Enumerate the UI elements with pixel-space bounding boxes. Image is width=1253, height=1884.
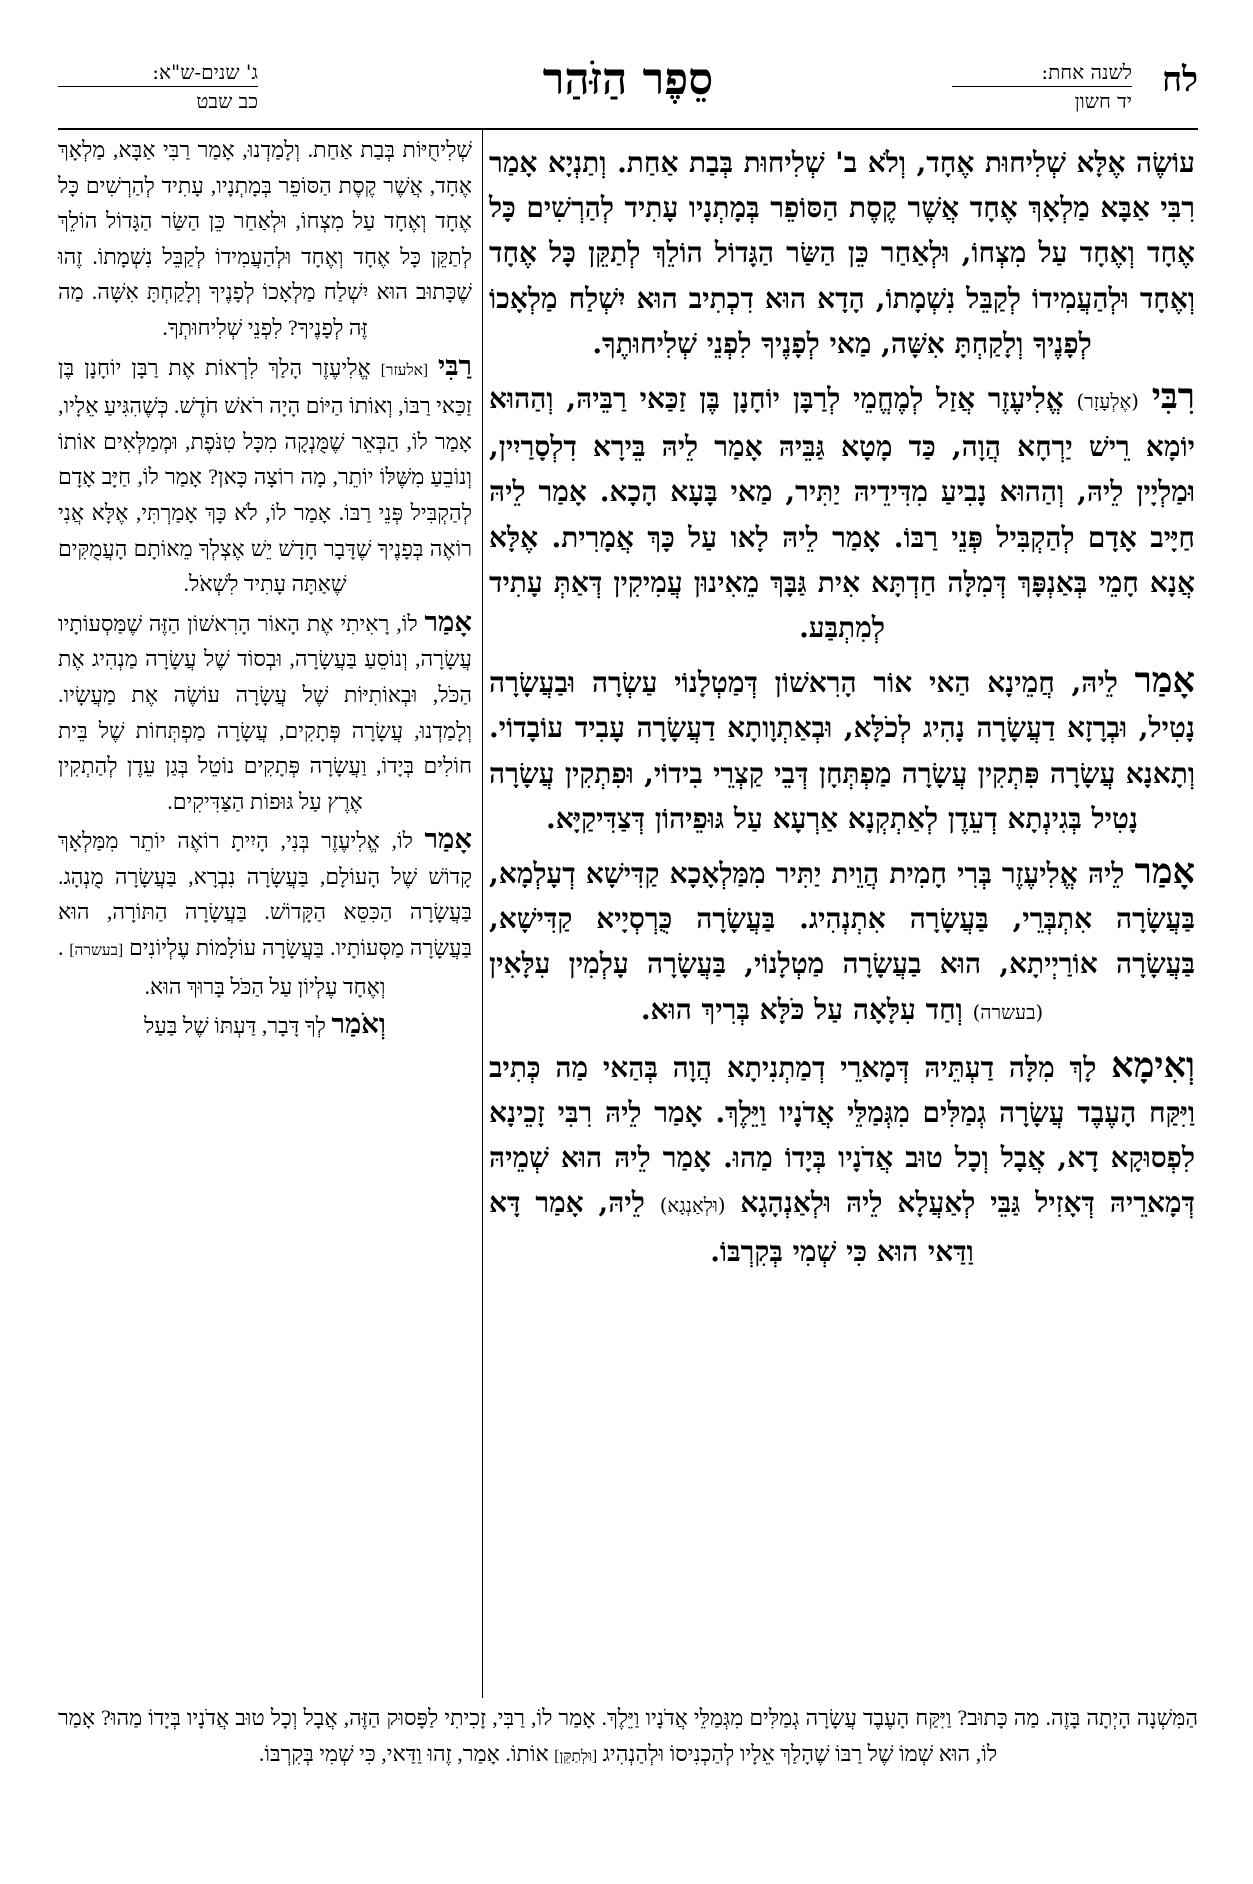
paragraph-text: לֵיהּ אֱלִיעֶזֶר בְּרִי חָמִית הֲוֵית יַתִּיר מִמַּלְאָכָא קַדִּישָׁא דְעָלְמָא, בַּעֲשָׂרָה אִתְבְּרֵי, בַּעֲשָׂרָה אִתְנְהִיג. בַּעֲשָׂרָה כֻּרְסְיָיא קַדִּישָׁא, בַּעֲשָׂרָה אוֹרַיְיתָא, הוּא בַעֲשָׂרָה מַטְלָנוֹי, בַּעֲשָׂרָה עָלְמִין עִלָּאִין: [489, 857, 1195, 981]
paragraph-text: אֱלִיעֶזֶר אֲזַל לְמֶחֱמֵי לְרַבָּן יוֹחָנָן בֶּן זַכַּאי רַבֵּיהּ, וְהַהוּא יוֹמָא רֵישׁ יַרְחָא הֲוָה, כַּד מָטָא גַּבֵּיהּ אָמַר לֵיהּ בֵּירָא דִלְסָרַיִין, וּמַלְיָין לֵיהּ, וְהַהוּא נָבִיעַ מִדִּידֵיהּ יַתִּיר, מַאי בָּעָא הָכָא. אָמַר לֵיהּ חַיָּיב אָדָם לְהַקְבִּיל פְּנֵי רַבּוֹ. אָמַר לֵיהּ לָאו עַל כָּךְ אֲמָרִית. אֶלָּא אֲנָא חָמֵי בְּאַנְפָּךְ דְּמִלָּה חַדְתָּא אִית גַּבָּךְ מֵאִינוּן עֲמִיקִין דְּאַתְּ עָתִיד לְמִתְבַּע.: [489, 382, 1195, 645]
aramaic-column: [489, 140, 1195, 1282]
paragraph-lead-word: וְאִימָא: [1111, 1044, 1195, 1086]
variant-note: (וּלְאַנְגָא): [659, 1194, 726, 1218]
paragraph-lead-word: רַבִּי: [438, 349, 472, 381]
aramaic-paragraph: [489, 658, 1195, 841]
translation-paragraph: [58, 132, 472, 346]
page-number: לח: [1161, 60, 1198, 100]
variant-note: (בעשרה): [972, 1000, 1044, 1024]
schedule-one-year-label: לשנה אחת:: [1041, 60, 1132, 84]
translation-paragraph: [58, 1006, 472, 1044]
schedule-three-years-label: ג' שנים-ש"א:: [152, 60, 258, 84]
paragraph-text: לָךְ מִלָּה דַעְתֵּיהּ דְּמָארֵי דְמַתְנִיתָא הֲוָה בְּהַאי מַה כְּתִיב וַיִּקַּח הָעֶבֶד עֲשָׂרָה גְמַלִּים מִגְּמַלֵּי אֲדֹנָיו וַיֵּלֶךְ. אָמַר לֵיהּ רִבִּי זָכֵינָא לִפְסוּקָא דָא, אֲבָל וְכָל טוּב אֲדֹנָיו בְּיָדוֹ מַהוּ. אָמַר לֵיהּ הוּא שְׁמֵיהּ דְּמָארֵיהּ דְּאָזִיל גַּבֵּי לְאַעֲלָא לֵיהּ וּלְאַנְהָגָא: [489, 1050, 1195, 1220]
paragraph-text-continued: לֵיהּ, אָמַר דָּא וַדַּאי הוּא כִּי שְׁמִי בְּקִרְבּוֹ.: [489, 1186, 974, 1268]
paragraph-text: לֵיהּ, חֲמֵינָא הַאי אוֹר הָרִאשׁוֹן דְּמַטְלָנוֹי עַשְׂרָה וּבַעֲשָׂרָה נָטִיל, וּבְרָזָא דַעֲשָׂרָה נָהִיג לְכֹלָּא, וּבְאַתְוָותָא דַעֲשָׂרָה עָבִיד עוֹבָדוֹי. וְתָאנָא עֲשָׂרָה פִּתְקִין עֲשָׂרָה מַפְתְּחָן דְּבֵי קַצְרֵי בִידוֹי, וּפִתְקִין עֲשָׂרָה נָטִיל בְּגִינְתָא דְעֵדֶן לְאַתְקְנָא אַרְעָא עַל גּוּפֵיהוֹן דְּצַדִּיקַיָּא.: [489, 666, 1195, 835]
paragraph-lead-word: אָמַר: [424, 823, 472, 855]
footer-text: הַמִּשְׁנָה הָיְתָה בָּזֶה. מַה כָּתוּב? וַיִּקַּח הָעֶבֶד עֲשָׂרָה גְמַלִּים מִגְּמַלֵּי אֲדֹנָיו וַיֵּלֶךְ. אָמַר לוֹ, רַבִּי, זָכִיתִי לַפָּסוּק הַזֶּה, אֲבָל וְכָל טוּב אֲדֹנָיו בְּיָדוֹ מַהוּ? אָמַר לוֹ, הוּא שְׁמוֹ שֶׁל רַבּוֹ שֶׁהָלַךְ אֵלָיו לְהַכְנִיסוֹ וּלְהַנְהִיג: [58, 1705, 1198, 1766]
footer-text-continued: אוֹתוֹ. אָמַר, זֶהוּ וַדַּאי, כִּי שְׁמִי בְּקִרְבּוֹ.: [258, 1741, 549, 1766]
aramaic-paragraph: [489, 1043, 1195, 1274]
paragraph-lead-word: אָמַר: [1134, 851, 1196, 893]
paragraph-text: שְׁלִיחֻיּוֹת בְּבַת אַחַת. וְלָמַדְנוּ, אָמַר רַבִּי אַבָּא, מַלְאָךְ אֶחָד, אֲשֶׁר קֶסֶת הַסּוֹפֵר בְּמָתְנָיו, עָתִיד לְהַרְשִׁים כָּל אֶחָד וְאֶחָד עַל מִצְחוֹ, וּלְאַחַר כֵּן הַשַּׂר הַגָּדוֹל הוֹלֵךְ לְתַקֵּן כָּל אֶחָד וְאֶחָד וּלְהַעֲמִידוֹ לְקַבֵּל נִשְׁמָתוֹ. זֶהוּ שֶׁכָּתוּב הוּא יִשְׁלַח מַלְאָכוֹ לְפָנֶיךָ וְלָקַחְתָּ אִשָּׁה. מַה זֶּה לְפָנֶיךָ? לִפְנֵי שְׁלִיחוּתְךָ.: [58, 137, 472, 340]
page-header: [58, 50, 1198, 134]
paragraph-lead-word: אָמַר: [424, 605, 472, 637]
translation-paragraph: [58, 604, 472, 820]
variant-note: [בעשרה]: [69, 942, 124, 960]
aramaic-paragraph: [489, 374, 1195, 650]
paragraph-text-continued: . וְאֶחָד עֶלְיוֹן עַל הַכֹּל בָּרוּךְ הוּא.: [58, 935, 386, 999]
aramaic-paragraph: [489, 849, 1195, 1035]
paragraph-text: לוֹ, אֱלִיעֶזֶר בְּנִי, הָיִיתָ רוֹאֶה יוֹתֵר מִמַּלְאָךְ קָדוֹשׁ שֶׁל הָעוֹלָם, בַּעֲשָׂרָה נִבְרָא, בַּעֲשָׂרָה מֻנְהָג. בַּעֲשָׂרָה הַכִּסֵּא הַקָּדוֹשׁ. בַּעֲשָׂרָה הַתּוֹרָה, הוּא בַּעֲשָׂרָה מַסְּעוֹתָיו. בַּעֲשָׂרָה עוֹלָמוֹת עֶלְיוֹנִים: [58, 828, 472, 961]
schedule-one-year-date: יד חשון: [952, 86, 1132, 115]
variant-note: [וּלְתַקֵּן]: [554, 1748, 598, 1765]
footer-paragraph: [58, 1700, 1198, 1775]
paragraph-lead-word: וְאֹמַר: [331, 1008, 386, 1040]
paragraph-text-continued: וְחַד עִלָּאָה עַל כֹּלָּא בְּרִיךְ הוּא.: [640, 992, 963, 1026]
variant-note: (אֶלְעָזָר): [1076, 390, 1139, 414]
book-title: סֵפֶר הַזֹּהַר: [542, 54, 714, 105]
paragraph-text: לְךָ דָּבָר, דַּעְתּוֹ שֶׁל בַּעַל: [144, 1013, 326, 1039]
paragraph-text: אֱלִיעֶזֶר הָלַךְ לִרְאוֹת אֶת רַבָּן יוֹחָנָן בֶּן זַכַּאי רַבּוֹ, וְאוֹתוֹ הַיּוֹם הָיָה רֹאשׁ חֹדֶשׁ. כְּשֶׁהִגִּיעַ אֵלָיו, אָמַר לוֹ, הַבְּאֵר שֶׁמֻּנְקָה מִכָּל טִנֹּפֶת, וּמְמַלְּאִים אוֹתוֹ וְנוֹבֵעַ מִשֶּׁלּוֹ יוֹתֵר, מָה רוֹצָה כָּאן? אָמַר לוֹ, חַיָּב אָדָם לְהַקְבִּיל פְּנֵי רַבּוֹ. אָמַר לוֹ, לֹא כָּךְ אָמַרְתִּי, אֶלָּא אֲנִי רוֹאֶה בְּפָנֶיךָ שֶׁדָּבָר חָדָשׁ יֵשׁ אֶצְלְךָ מֵאוֹתָם הָעֲמֻקִּים שֶׁאַתָּה עָתִיד לִשְׁאֹל.: [58, 354, 472, 597]
paragraph-lead-word: אָמַר: [1134, 660, 1195, 702]
paragraph-text: עוֹשֶׂה אֶלָּא שְׁלִיחוּת אֶחָד, וְלֹא ב' שְׁלִיחוּת בְּבַת אַחַת. וְתַנְיָא אָמַר רִבִּי אַבָּא מַלְאָךְ אֶחָד אֲשֶׁר קֶסֶת הַסּוֹפֵר בְּמָתְנָיו עָתִיד לְהַרְשִׁים כָּל אֶחָד וְאֶחָד עַל מִצְחוֹ, וּלְאַחַר כֵּן הַשַּׂר הַגָּדוֹל הוֹלֵךְ לְתַקֵּן כָּל אֶחָד וְאֶחָד וּלְהַעֲמִידוֹ לְקַבֵּל נִשְׁמָתוֹ, הָדָא הוּא דִכְתִיב הוּא יִשְׁלַח מַלְאָכוֹ לְפָנֶיךָ וְלָקַחְתָּ אִשָּׁה, מַאי לְפָנֶיךָ לִפְנֵי שְׁלִיחוּתֶךָ.: [489, 146, 1195, 360]
translation-paragraph: [58, 821, 472, 1004]
paragraph-text: לוֹ, רָאִיתִי אֶת הָאוֹר הָרִאשׁוֹן הַזֶּה שֶׁמַּסְעוֹתָיו עֲשָׂרָה, וְנוֹסֵעַ בַּעֲשָׂרָה, וּבְסוֹד שֶׁל עֲשָׂרָה מַנְהִיג אֶת הַכֹּל, וּבְאוֹתִיּוֹת שֶׁל עֲשָׂרָה עוֹשֶׂה אֶת מַעֲשָׂיו. וְלָמַדְנוּ, עֲשָׂרָה פְּתָקִים, עֲשָׂרָה מַפְתְּחוֹת שֶׁל בֵּית חוֹלִים בְּיָדוֹ, וַעֲשָׂרָה פְּתָקִים נוֹטֵל בְּגַן עֵדֶן לְהַתְקִין אֶרֶץ עַל גּוּפוֹת הַצַּדִּיקִים.: [58, 610, 472, 814]
column-divider: [482, 128, 483, 1698]
schedule-three-years-date: כב שבט: [58, 86, 258, 115]
variant-note: [אלעזר]: [380, 361, 429, 379]
translation-paragraph: [58, 348, 472, 602]
header-rule: [58, 128, 1198, 130]
hebrew-translation-column: [58, 132, 472, 1046]
aramaic-paragraph: [489, 140, 1195, 366]
footer-translation: [58, 1700, 1198, 1775]
paragraph-lead-word: רִבִּי: [1151, 376, 1195, 418]
daily-schedule-three-years: [58, 58, 258, 115]
